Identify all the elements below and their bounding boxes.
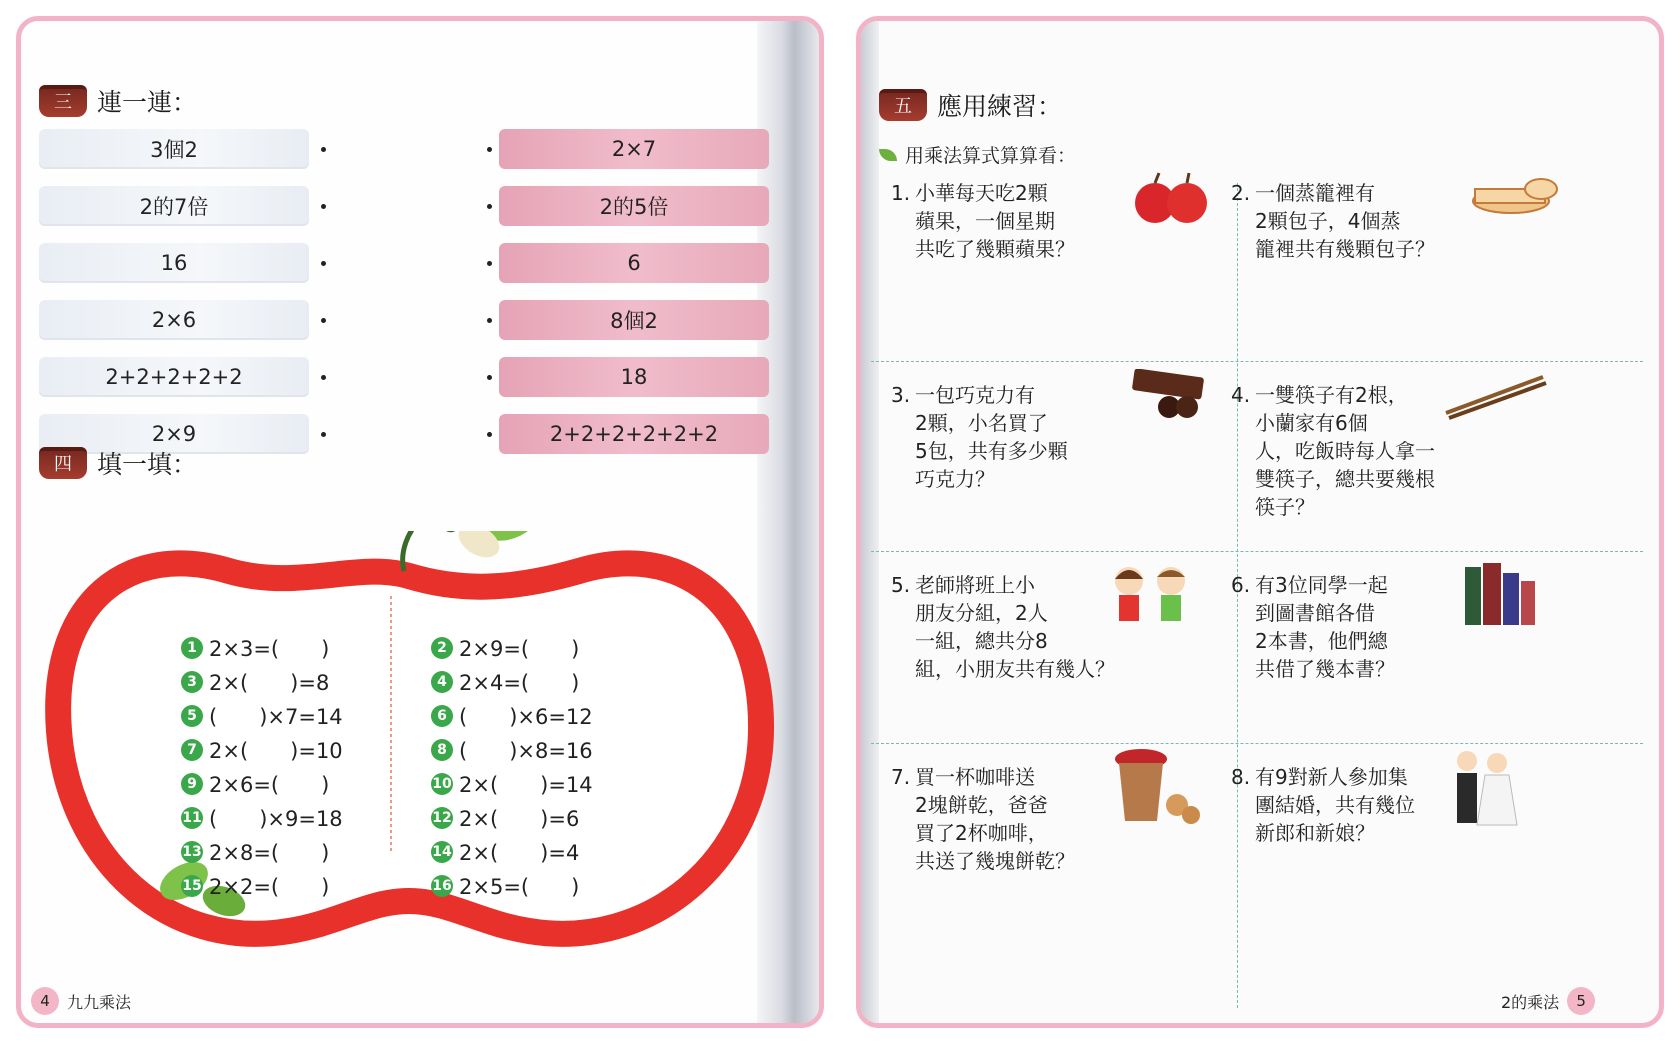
problem-text-line: 共吃了幾顆蘋果？ — [915, 237, 1075, 261]
subheading-text: 用乘法算式算算看： — [905, 145, 1077, 167]
problem-number: 3. — [891, 383, 911, 407]
grid-divider-h1 — [871, 361, 1643, 362]
equation-text[interactable]: 2×9=( ) — [459, 637, 580, 661]
word-problem — [1231, 571, 1395, 683]
equation-row — [431, 701, 593, 731]
books-icon — [1461, 559, 1551, 629]
problem-text-line: 有9對新人參加集 — [1255, 765, 1408, 789]
match-right-item[interactable]: 2×7 — [499, 129, 769, 169]
match-dot-right[interactable] — [487, 375, 492, 380]
match-left-item[interactable]: 2×9 — [39, 414, 309, 454]
word-problem — [1231, 179, 1435, 263]
question-number-badge: 5 — [181, 705, 203, 727]
equation-row — [181, 803, 343, 833]
section-5-title: 應用練習： — [937, 92, 1063, 121]
chopsticks-icon — [1441, 371, 1551, 421]
question-number-badge: 2 — [431, 637, 453, 659]
word-problem — [1231, 381, 1435, 521]
match-dot-right[interactable] — [487, 261, 492, 266]
question-number-badge: 7 — [181, 739, 203, 761]
match-right-item[interactable]: 6 — [499, 243, 769, 283]
problem-text-line: 組，小朋友共有幾人？ — [915, 657, 1115, 681]
problem-number: 4. — [1231, 383, 1251, 407]
match-dot-right[interactable] — [487, 204, 492, 209]
equation-row — [431, 837, 579, 867]
equation-row — [431, 735, 593, 765]
match-left-item[interactable]: 16 — [39, 243, 309, 283]
question-number-badge: 12 — [431, 807, 453, 829]
section-5-heading — [879, 87, 1062, 123]
equation-text[interactable]: ( )×9=18 — [209, 807, 343, 831]
problem-text-line: 朋友分組，2人 — [915, 601, 1048, 625]
equation-text[interactable]: 2×4=( ) — [459, 671, 580, 695]
section-3-heading — [39, 83, 197, 119]
match-left-item[interactable]: 2+2+2+2+2 — [39, 357, 309, 397]
equation-row — [181, 871, 329, 901]
problem-text-line: 共借了幾本書？ — [1255, 657, 1395, 681]
question-number-badge: 9 — [181, 773, 203, 795]
equation-row — [181, 667, 329, 697]
coffee-cookies-icon — [1111, 743, 1201, 828]
problem-text-line: 巧克力？ — [915, 467, 995, 491]
section-4-title: 填一填： — [97, 450, 198, 479]
problem-number: 7. — [891, 765, 911, 789]
problem-text-line: 2本書，他們總 — [1255, 629, 1388, 653]
problem-text-line: 2顆，小名買了 — [915, 411, 1048, 435]
problem-text-line: 籠裡共有幾顆包子？ — [1255, 237, 1435, 261]
leaf-icon — [879, 149, 897, 161]
problem-text-line: 一組，總共分8 — [915, 629, 1048, 653]
page-number-right: 5 — [1567, 987, 1595, 1015]
footer-title-right: 2的乘法 — [1501, 992, 1560, 1012]
question-number-badge: 10 — [431, 773, 453, 795]
question-number-badge: 6 — [431, 705, 453, 727]
equation-row — [431, 633, 579, 663]
problem-text-line: 到圖書館各借 — [1255, 601, 1375, 625]
apple-frame-illustration — [39, 531, 779, 951]
equation-text[interactable]: 2×5=( ) — [459, 875, 580, 899]
problem-number: 1. — [891, 181, 911, 205]
problem-text-line: 新郎和新娘？ — [1255, 821, 1375, 845]
equation-row — [181, 769, 329, 799]
problem-text-line: 買了2杯咖啡， — [915, 821, 1048, 845]
match-right-item[interactable]: 18 — [499, 357, 769, 397]
question-number-badge: 16 — [431, 875, 453, 897]
match-dot-left[interactable] — [321, 318, 326, 323]
word-problem — [891, 381, 1068, 493]
question-number-badge: 11 — [181, 807, 203, 829]
footer-title-left: 九九乘法 — [67, 992, 132, 1012]
match-dot-left[interactable] — [321, 375, 326, 380]
left-footer — [31, 987, 131, 1015]
equation-row — [181, 735, 343, 765]
page-spine-right — [861, 21, 879, 1023]
subheading — [879, 141, 1076, 168]
match-dot-right[interactable] — [487, 432, 492, 437]
problem-number: 5. — [891, 573, 911, 597]
equation-text[interactable]: ( )×6=12 — [459, 705, 593, 729]
match-left-item[interactable]: 2×6 — [39, 300, 309, 340]
equation-text[interactable]: 2×( )=10 — [209, 739, 343, 763]
left-page — [16, 16, 824, 1028]
match-dot-left[interactable] — [321, 261, 326, 266]
equation-text[interactable]: 2×( )=8 — [209, 671, 330, 695]
match-right-item[interactable]: 2+2+2+2+2+2 — [499, 414, 769, 454]
problem-text-line: 小蘭家有6個 — [1255, 411, 1368, 435]
match-left-item[interactable]: 2的7倍 — [39, 186, 309, 226]
section-4-badge: 四 — [39, 447, 87, 479]
apples-icon — [1131, 171, 1211, 226]
problem-text-line: 小華每天吃2顆 — [915, 181, 1048, 205]
equation-row — [431, 667, 579, 697]
problem-text-line: 2塊餅乾，爸爸 — [915, 793, 1048, 817]
problem-text-line: 人，吃飯時每人拿一 — [1255, 439, 1435, 463]
equation-text[interactable]: 2×( )=6 — [459, 807, 580, 831]
problem-text-line: 一雙筷子有2根， — [1255, 383, 1408, 407]
word-problem — [891, 763, 1075, 875]
question-number-badge: 15 — [181, 875, 203, 897]
word-problem — [891, 179, 1075, 263]
word-problem — [891, 571, 1115, 683]
wedding-couple-icon — [1443, 743, 1523, 833]
problem-number: 2. — [1231, 181, 1251, 205]
section-3-title: 連一連： — [97, 88, 198, 117]
match-right-item[interactable]: 8個2 — [499, 300, 769, 340]
question-number-badge: 4 — [431, 671, 453, 693]
match-dot-left[interactable] — [321, 204, 326, 209]
problem-text-line: 2顆包子，4個蒸 — [1255, 209, 1401, 233]
page-number-left: 4 — [31, 987, 59, 1015]
problem-text-line: 團結婚，共有幾位 — [1255, 793, 1415, 817]
match-right-item[interactable]: 2的5倍 — [499, 186, 769, 226]
equation-row — [181, 633, 329, 663]
question-number-badge: 13 — [181, 841, 203, 863]
problem-text-line: 雙筷子，總共要幾根 — [1255, 467, 1435, 491]
steamer-basket-icon — [1471, 171, 1561, 216]
children-icon — [1101, 561, 1201, 631]
problem-text-line: 有3位同學一起 — [1255, 573, 1388, 597]
equation-text[interactable]: 2×8=( ) — [209, 841, 330, 865]
problem-text-line: 蘋果，一個星期 — [915, 209, 1055, 233]
equation-text[interactable]: 2×6=( ) — [209, 773, 330, 797]
equation-text[interactable]: 2×( )=14 — [459, 773, 593, 797]
problem-text-line: 老師將班上小 — [915, 573, 1035, 597]
equation-text[interactable]: 2×3=( ) — [209, 637, 330, 661]
problem-text-line: 一包巧克力有 — [915, 383, 1035, 407]
equation-text[interactable]: 2×2=( ) — [209, 875, 330, 899]
problem-text-line: 一個蒸籠裡有 — [1255, 181, 1375, 205]
match-dot-left[interactable] — [321, 432, 326, 437]
question-number-badge: 1 — [181, 637, 203, 659]
equation-text[interactable]: ( )×7=14 — [209, 705, 343, 729]
right-page — [856, 16, 1664, 1028]
equation-text[interactable]: ( )×8=16 — [459, 739, 593, 763]
section-4-heading — [39, 445, 197, 481]
problem-text-line: 共送了幾塊餅乾？ — [915, 849, 1075, 873]
equation-text[interactable]: 2×( )=4 — [459, 841, 580, 865]
grid-divider-h3 — [871, 743, 1643, 744]
section-3-badge: 三 — [39, 85, 87, 117]
chocolate-icon — [1129, 369, 1214, 419]
equation-row — [431, 871, 579, 901]
match-left-item[interactable]: 3個2 — [39, 129, 309, 169]
question-number-badge: 3 — [181, 671, 203, 693]
section-5-badge: 五 — [879, 89, 927, 121]
question-number-badge: 8 — [431, 739, 453, 761]
problem-number: 8. — [1231, 765, 1251, 789]
problem-number: 6. — [1231, 573, 1251, 597]
match-dot-right[interactable] — [487, 318, 492, 323]
equation-row — [181, 837, 329, 867]
equation-row — [181, 701, 343, 731]
problem-text-line: 5包，共有多少顆 — [915, 439, 1068, 463]
match-dot-left[interactable] — [321, 147, 326, 152]
question-number-badge: 14 — [431, 841, 453, 863]
problem-text-line: 買一杯咖啡送 — [915, 765, 1035, 789]
right-footer — [1501, 987, 1595, 1015]
equation-row — [431, 769, 593, 799]
equation-row — [431, 803, 579, 833]
problem-text-line: 筷子？ — [1255, 495, 1315, 519]
word-problem — [1231, 763, 1415, 847]
match-dot-right[interactable] — [487, 147, 492, 152]
grid-divider-h2 — [871, 551, 1643, 552]
